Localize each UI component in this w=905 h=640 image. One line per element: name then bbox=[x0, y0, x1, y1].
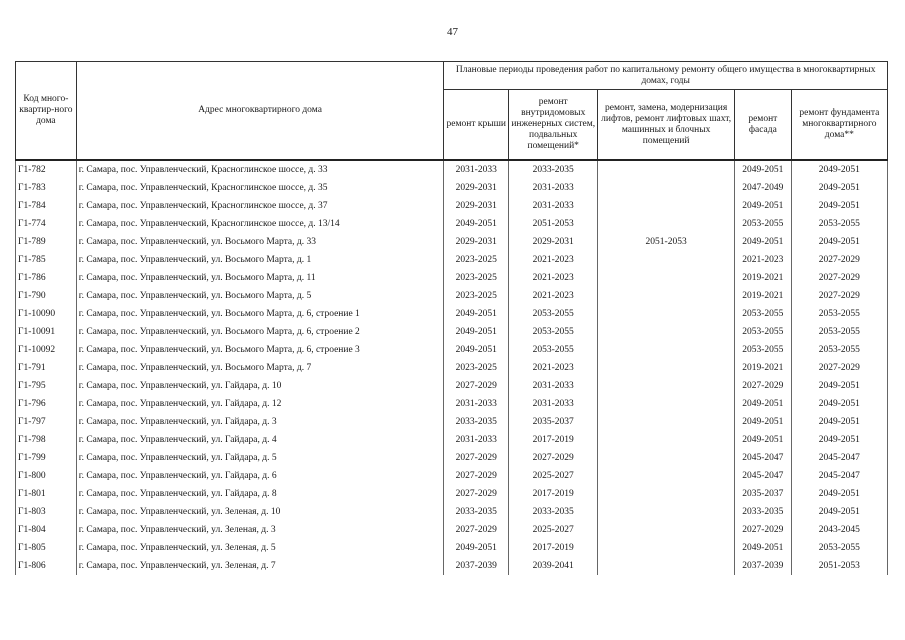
table-row bbox=[16, 215, 888, 233]
cell-roof: 2049-2051 bbox=[444, 341, 509, 359]
table-row bbox=[16, 503, 888, 521]
cell-roof: 2023-2025 bbox=[444, 251, 509, 269]
cell-address: г. Самара, пос. Управленческий, ул. Зеленая, д. 3 bbox=[76, 521, 444, 539]
cell-elevators: 2051-2053 bbox=[598, 233, 735, 251]
header-code: Код много-квартир-ного дома bbox=[16, 62, 77, 161]
cell-systems: 2017-2019 bbox=[509, 485, 598, 503]
cell-facade: 2053-2055 bbox=[734, 305, 791, 323]
table-row bbox=[16, 359, 888, 377]
table-row bbox=[16, 233, 888, 251]
cell-elevators bbox=[598, 341, 735, 359]
cell-address: г. Самара, пос. Управленческий, ул. Восьмого Марта, д. 6, строение 1 bbox=[76, 305, 444, 323]
cell-foundation: 2051-2053 bbox=[791, 557, 887, 575]
header-address: Адрес многоквартирного дома bbox=[76, 62, 444, 161]
cell-code: Г1-791 bbox=[16, 359, 77, 377]
cell-foundation: 2027-2029 bbox=[791, 359, 887, 377]
cell-facade: 2047-2049 bbox=[734, 179, 791, 197]
cell-facade: 2053-2055 bbox=[734, 323, 791, 341]
cell-elevators bbox=[598, 557, 735, 575]
cell-facade: 2045-2047 bbox=[734, 467, 791, 485]
cell-elevators bbox=[598, 197, 735, 215]
cell-elevators bbox=[598, 323, 735, 341]
cell-foundation: 2053-2055 bbox=[791, 305, 887, 323]
cell-foundation: 2049-2051 bbox=[791, 395, 887, 413]
cell-foundation: 2053-2055 bbox=[791, 215, 887, 233]
cell-code: Г1-806 bbox=[16, 557, 77, 575]
cell-elevators bbox=[598, 160, 735, 179]
cell-roof: 2027-2029 bbox=[444, 377, 509, 395]
table-row bbox=[16, 539, 888, 557]
cell-roof: 2033-2035 bbox=[444, 413, 509, 431]
cell-roof: 2023-2025 bbox=[444, 287, 509, 305]
cell-address: г. Самара, пос. Управленческий, ул. Восьмого Марта, д. 5 bbox=[76, 287, 444, 305]
cell-roof: 2037-2039 bbox=[444, 557, 509, 575]
table-row bbox=[16, 557, 888, 575]
cell-code: Г1-795 bbox=[16, 377, 77, 395]
table-row bbox=[16, 395, 888, 413]
cell-foundation: 2053-2055 bbox=[791, 539, 887, 557]
cell-foundation: 2049-2051 bbox=[791, 413, 887, 431]
cell-systems: 2031-2033 bbox=[509, 179, 598, 197]
cell-elevators bbox=[598, 521, 735, 539]
cell-foundation: 2027-2029 bbox=[791, 269, 887, 287]
cell-facade: 2049-2051 bbox=[734, 539, 791, 557]
cell-code: Г1-796 bbox=[16, 395, 77, 413]
table-row bbox=[16, 341, 888, 359]
cell-elevators bbox=[598, 503, 735, 521]
header-foundation: ремонт фундамента многоквартирного дома** bbox=[791, 90, 887, 161]
cell-address: г. Самара, пос. Управленческий, Красноглинское шоссе, д. 37 bbox=[76, 197, 444, 215]
cell-address: г. Самара, пос. Управленческий, Красноглинское шоссе, д. 35 bbox=[76, 179, 444, 197]
cell-systems: 2025-2027 bbox=[509, 521, 598, 539]
capital-repair-table bbox=[15, 61, 888, 575]
cell-systems: 2039-2041 bbox=[509, 557, 598, 575]
cell-elevators bbox=[598, 449, 735, 467]
cell-roof: 2029-2031 bbox=[444, 179, 509, 197]
cell-facade: 2049-2051 bbox=[734, 197, 791, 215]
cell-address: г. Самара, пос. Управленческий, ул. Гайдара, д. 8 bbox=[76, 485, 444, 503]
table-row bbox=[16, 251, 888, 269]
cell-systems: 2021-2023 bbox=[509, 269, 598, 287]
cell-code: Г1-786 bbox=[16, 269, 77, 287]
cell-elevators bbox=[598, 251, 735, 269]
table-row bbox=[16, 160, 888, 179]
cell-facade: 2053-2055 bbox=[734, 341, 791, 359]
cell-systems: 2031-2033 bbox=[509, 395, 598, 413]
cell-address: г. Самара, пос. Управленческий, ул. Восьмого Марта, д. 7 bbox=[76, 359, 444, 377]
cell-code: Г1-782 bbox=[16, 160, 77, 179]
header-roof: ремонт крыши bbox=[444, 90, 509, 161]
cell-facade: 2049-2051 bbox=[734, 431, 791, 449]
cell-code: Г1-801 bbox=[16, 485, 77, 503]
cell-code: Г1-785 bbox=[16, 251, 77, 269]
cell-elevators bbox=[598, 485, 735, 503]
table-row bbox=[16, 413, 888, 431]
cell-systems: 2051-2053 bbox=[509, 215, 598, 233]
cell-address: г. Самара, пос. Управленческий, ул. Гайдара, д. 4 bbox=[76, 431, 444, 449]
cell-systems: 2031-2033 bbox=[509, 377, 598, 395]
cell-roof: 2031-2033 bbox=[444, 431, 509, 449]
cell-systems: 2029-2031 bbox=[509, 233, 598, 251]
cell-roof: 2049-2051 bbox=[444, 539, 509, 557]
cell-code: Г1-10092 bbox=[16, 341, 77, 359]
table-row bbox=[16, 287, 888, 305]
cell-systems: 2053-2055 bbox=[509, 305, 598, 323]
cell-roof: 2031-2033 bbox=[444, 160, 509, 179]
cell-address: г. Самара, пос. Управленческий, Красноглинское шоссе, д. 13/14 bbox=[76, 215, 444, 233]
cell-facade: 2027-2029 bbox=[734, 377, 791, 395]
cell-code: Г1-790 bbox=[16, 287, 77, 305]
cell-code: Г1-10090 bbox=[16, 305, 77, 323]
cell-facade: 2045-2047 bbox=[734, 449, 791, 467]
cell-systems: 2033-2035 bbox=[509, 160, 598, 179]
cell-elevators bbox=[598, 395, 735, 413]
cell-address: г. Самара, пос. Управленческий, ул. Гайдара, д. 3 bbox=[76, 413, 444, 431]
cell-systems: 2025-2027 bbox=[509, 467, 598, 485]
cell-foundation: 2049-2051 bbox=[791, 431, 887, 449]
table-row bbox=[16, 521, 888, 539]
cell-code: Г1-774 bbox=[16, 215, 77, 233]
cell-facade: 2019-2021 bbox=[734, 287, 791, 305]
cell-code: Г1-797 bbox=[16, 413, 77, 431]
cell-address: г. Самара, пос. Управленческий, ул. Восьмого Марта, д. 11 bbox=[76, 269, 444, 287]
cell-facade: 2019-2021 bbox=[734, 359, 791, 377]
cell-facade: 2049-2051 bbox=[734, 413, 791, 431]
cell-roof: 2049-2051 bbox=[444, 305, 509, 323]
cell-code: Г1-783 bbox=[16, 179, 77, 197]
cell-facade: 2053-2055 bbox=[734, 215, 791, 233]
cell-roof: 2027-2029 bbox=[444, 449, 509, 467]
table-row bbox=[16, 305, 888, 323]
cell-roof: 2029-2031 bbox=[444, 197, 509, 215]
cell-systems: 2053-2055 bbox=[509, 341, 598, 359]
cell-foundation: 2045-2047 bbox=[791, 449, 887, 467]
cell-code: Г1-799 bbox=[16, 449, 77, 467]
cell-roof: 2033-2035 bbox=[444, 503, 509, 521]
cell-facade: 2037-2039 bbox=[734, 557, 791, 575]
cell-elevators bbox=[598, 539, 735, 557]
cell-facade: 2021-2023 bbox=[734, 251, 791, 269]
cell-address: г. Самара, пос. Управленческий, ул. Зеленая, д. 10 bbox=[76, 503, 444, 521]
cell-roof: 2027-2029 bbox=[444, 485, 509, 503]
cell-foundation: 2049-2051 bbox=[791, 503, 887, 521]
cell-address: г. Самара, пос. Управленческий, ул. Восьмого Марта, д. 6, строение 2 bbox=[76, 323, 444, 341]
cell-systems: 2031-2033 bbox=[509, 197, 598, 215]
cell-foundation: 2049-2051 bbox=[791, 377, 887, 395]
cell-roof: 2023-2025 bbox=[444, 269, 509, 287]
cell-elevators bbox=[598, 269, 735, 287]
cell-address: г. Самара, пос. Управленческий, ул. Зеленая, д. 5 bbox=[76, 539, 444, 557]
cell-code: Г1-805 bbox=[16, 539, 77, 557]
cell-roof: 2027-2029 bbox=[444, 521, 509, 539]
cell-address: г. Самара, пос. Управленческий, ул. Гайдара, д. 5 bbox=[76, 449, 444, 467]
cell-address: г. Самара, пос. Управленческий, ул. Восьмого Марта, д. 33 bbox=[76, 233, 444, 251]
table-row bbox=[16, 377, 888, 395]
cell-code: Г1-10091 bbox=[16, 323, 77, 341]
cell-systems: 2021-2023 bbox=[509, 359, 598, 377]
table-row bbox=[16, 467, 888, 485]
cell-facade: 2049-2051 bbox=[734, 395, 791, 413]
header-elevators: ремонт, замена, модернизация лифтов, ремонт лифтовых шахт, машинных и блочных помещений bbox=[598, 90, 735, 161]
cell-roof: 2029-2031 bbox=[444, 233, 509, 251]
cell-facade: 2027-2029 bbox=[734, 521, 791, 539]
table-body bbox=[16, 160, 888, 575]
table-row bbox=[16, 179, 888, 197]
cell-roof: 2049-2051 bbox=[444, 215, 509, 233]
cell-address: г. Самара, пос. Управленческий, Красноглинское шоссе, д. 33 bbox=[76, 160, 444, 179]
cell-systems: 2021-2023 bbox=[509, 251, 598, 269]
table-row bbox=[16, 197, 888, 215]
cell-address: г. Самара, пос. Управленческий, ул. Восьмого Марта, д. 6, строение 3 bbox=[76, 341, 444, 359]
cell-foundation: 2053-2055 bbox=[791, 341, 887, 359]
cell-elevators bbox=[598, 431, 735, 449]
cell-foundation: 2045-2047 bbox=[791, 467, 887, 485]
cell-address: г. Самара, пос. Управленческий, ул. Гайдара, д. 10 bbox=[76, 377, 444, 395]
cell-foundation: 2049-2051 bbox=[791, 485, 887, 503]
cell-address: г. Самара, пос. Управленческий, ул. Гайдара, д. 6 bbox=[76, 467, 444, 485]
cell-elevators bbox=[598, 359, 735, 377]
cell-facade: 2035-2037 bbox=[734, 485, 791, 503]
cell-systems: 2035-2037 bbox=[509, 413, 598, 431]
cell-code: Г1-784 bbox=[16, 197, 77, 215]
cell-code: Г1-803 bbox=[16, 503, 77, 521]
cell-code: Г1-798 bbox=[16, 431, 77, 449]
cell-elevators bbox=[598, 467, 735, 485]
cell-address: г. Самара, пос. Управленческий, ул. Зеленая, д. 7 bbox=[76, 557, 444, 575]
cell-foundation: 2027-2029 bbox=[791, 287, 887, 305]
cell-systems: 2053-2055 bbox=[509, 323, 598, 341]
cell-roof: 2023-2025 bbox=[444, 359, 509, 377]
cell-code: Г1-800 bbox=[16, 467, 77, 485]
cell-foundation: 2049-2051 bbox=[791, 233, 887, 251]
cell-foundation: 2043-2045 bbox=[791, 521, 887, 539]
table-row bbox=[16, 449, 888, 467]
cell-facade: 2033-2035 bbox=[734, 503, 791, 521]
table-header bbox=[16, 62, 888, 161]
table-row bbox=[16, 269, 888, 287]
cell-elevators bbox=[598, 377, 735, 395]
header-facade: ремонт фасада bbox=[734, 90, 791, 161]
cell-elevators bbox=[598, 215, 735, 233]
cell-facade: 2019-2021 bbox=[734, 269, 791, 287]
cell-systems: 2033-2035 bbox=[509, 503, 598, 521]
table-row bbox=[16, 431, 888, 449]
cell-roof: 2027-2029 bbox=[444, 467, 509, 485]
cell-code: Г1-804 bbox=[16, 521, 77, 539]
cell-roof: 2049-2051 bbox=[444, 323, 509, 341]
cell-address: г. Самара, пос. Управленческий, ул. Восьмого Марта, д. 1 bbox=[76, 251, 444, 269]
cell-facade: 2049-2051 bbox=[734, 160, 791, 179]
cell-facade: 2049-2051 bbox=[734, 233, 791, 251]
cell-code: Г1-789 bbox=[16, 233, 77, 251]
cell-systems: 2017-2019 bbox=[509, 539, 598, 557]
cell-foundation: 2049-2051 bbox=[791, 179, 887, 197]
cell-systems: 2021-2023 bbox=[509, 287, 598, 305]
cell-elevators bbox=[598, 413, 735, 431]
header-periods: Плановые периоды проведения работ по капитальному ремонту общего имущества в многоквартирных домах, годы bbox=[444, 62, 888, 90]
cell-systems: 2017-2019 bbox=[509, 431, 598, 449]
cell-roof: 2031-2033 bbox=[444, 395, 509, 413]
table-row bbox=[16, 485, 888, 503]
header-systems: ремонт внутридомовых инженерных систем, подвальных помещений* bbox=[509, 90, 598, 161]
cell-foundation: 2049-2051 bbox=[791, 160, 887, 179]
cell-foundation: 2053-2055 bbox=[791, 323, 887, 341]
page-number: 47 bbox=[447, 26, 458, 38]
cell-address: г. Самара, пос. Управленческий, ул. Гайдара, д. 12 bbox=[76, 395, 444, 413]
table-row bbox=[16, 323, 888, 341]
cell-elevators bbox=[598, 287, 735, 305]
cell-elevators bbox=[598, 179, 735, 197]
cell-foundation: 2027-2029 bbox=[791, 251, 887, 269]
cell-elevators bbox=[598, 305, 735, 323]
cell-systems: 2027-2029 bbox=[509, 449, 598, 467]
cell-foundation: 2049-2051 bbox=[791, 197, 887, 215]
